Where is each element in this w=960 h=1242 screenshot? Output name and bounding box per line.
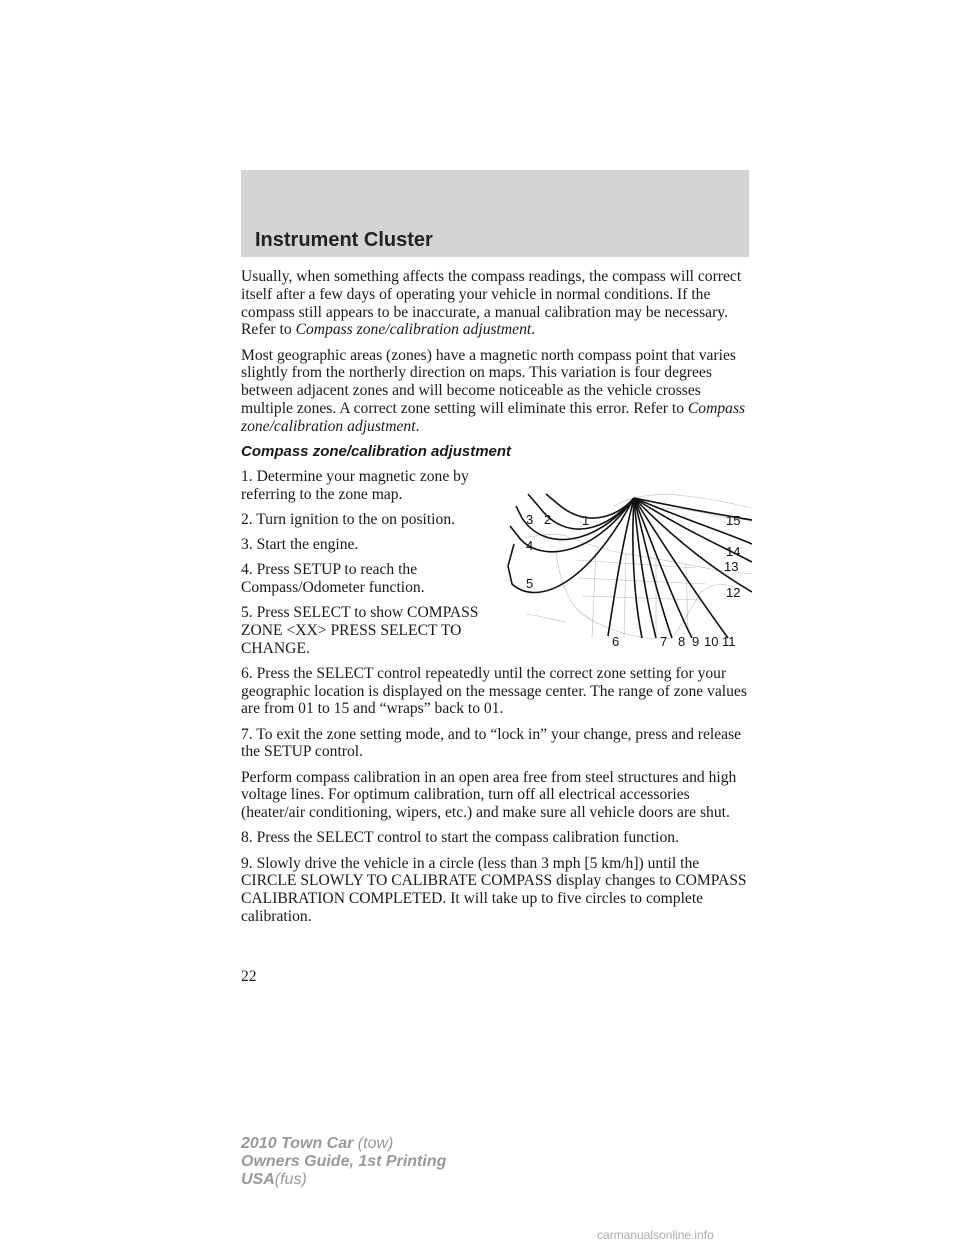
subheading: Compass zone/calibration adjustment: [241, 442, 512, 460]
zone-label-7: 7: [660, 634, 668, 648]
magnetic-zone-map: [496, 488, 752, 648]
zone-label-3: 3: [526, 512, 534, 527]
zone-label-10: 10: [704, 634, 719, 648]
footer-market-line: USA(fus): [241, 1171, 307, 1188]
section-title: Instrument Cluster: [255, 229, 433, 251]
zone-label-9: 9: [692, 634, 700, 648]
zone-label-8: 8: [678, 634, 686, 648]
calibration-note: Perform compass calibration in an open area free from steel structures and high voltage lines. For optimum calibration, turn off all electrical accessories (heater/air conditioning, wipers, etc.) and make sure all vehicle doors are shut.: [241, 768, 737, 822]
zone-label-15: 15: [726, 513, 741, 528]
step-1: 1. Determine your magnetic zone by referring to the zone map.: [241, 467, 469, 503]
cross-reference: Compass zone/calibration adjustment: [295, 321, 532, 339]
step-9: 9. Slowly drive the vehicle in a circle (less than 3 mph [5 km/h]) until the CIRCLE SLOWLY TO CALIBRATE COMPASS display changes to COMPASS CALIBRATION COMPLETED. It will take up to five circles to complete calibration.: [241, 854, 747, 925]
zone-label-2: 2: [544, 512, 552, 527]
document-footer: [241, 1135, 446, 1189]
step-5: 5. Press SELECT to show COMPASS ZONE <XX> PRESS SELECT TO CHANGE.: [241, 604, 479, 657]
step-7: 7. To exit the zone setting mode, and to “lock in” your change, press and release the SETUP control.: [241, 725, 742, 761]
page-number: 22: [241, 968, 257, 985]
step-3: 3. Start the engine.: [241, 535, 359, 553]
zone-label-4: 4: [526, 538, 534, 553]
zone-label-11: 11: [722, 634, 736, 648]
step-6: 6. Press the SELECT control repeatedly until the correct zone setting for your geographic location is displayed on the message center. The range of zone values are from 01 to 15 and “wraps” back to 01.: [241, 664, 747, 718]
paragraph-zone-variation: Most geographic areas (zones) have a magnetic north compass point that varies slightly from the northerly direction on maps. This variation is four degrees between adjacent zones and will become noticeable as the vehicle crosses multiple zones. A correct zone setting will eliminate this error. Refer to Compass zone/calibration adjustment.: [241, 346, 746, 435]
zone-label-13: 13: [724, 559, 739, 574]
step-2: 2. Turn ignition to the on position.: [241, 510, 456, 528]
zone-label-6: 6: [612, 634, 620, 648]
zone-label-12: 12: [726, 585, 741, 600]
watermark: carmanualsonline.info: [597, 1228, 714, 1242]
footer-guide-line: Owners Guide, 1st Printing: [241, 1153, 447, 1170]
step-4: 4. Press SETUP to reach the Compass/Odometer function.: [241, 561, 425, 596]
paragraph-compass-self-correct: Usually, when something affects the compass readings, the compass will correct itself after a few days of operating your vehicle in normal conditions. If the compass still appears to be inaccurate, a manual calibration may be necessary. Refer to Compass zone/calibration adjustment.: [241, 268, 742, 339]
zone-label-1: 1: [582, 513, 590, 528]
footer-model-line: 2010 Town Car (tow): [241, 1135, 394, 1152]
zone-label-5: 5: [526, 576, 534, 591]
step-8: 8. Press the SELECT control to start the compass calibration function.: [241, 829, 679, 847]
zone-label-14: 14: [726, 544, 741, 559]
cross-reference: Compass zone/calibration adjustment: [241, 399, 746, 435]
